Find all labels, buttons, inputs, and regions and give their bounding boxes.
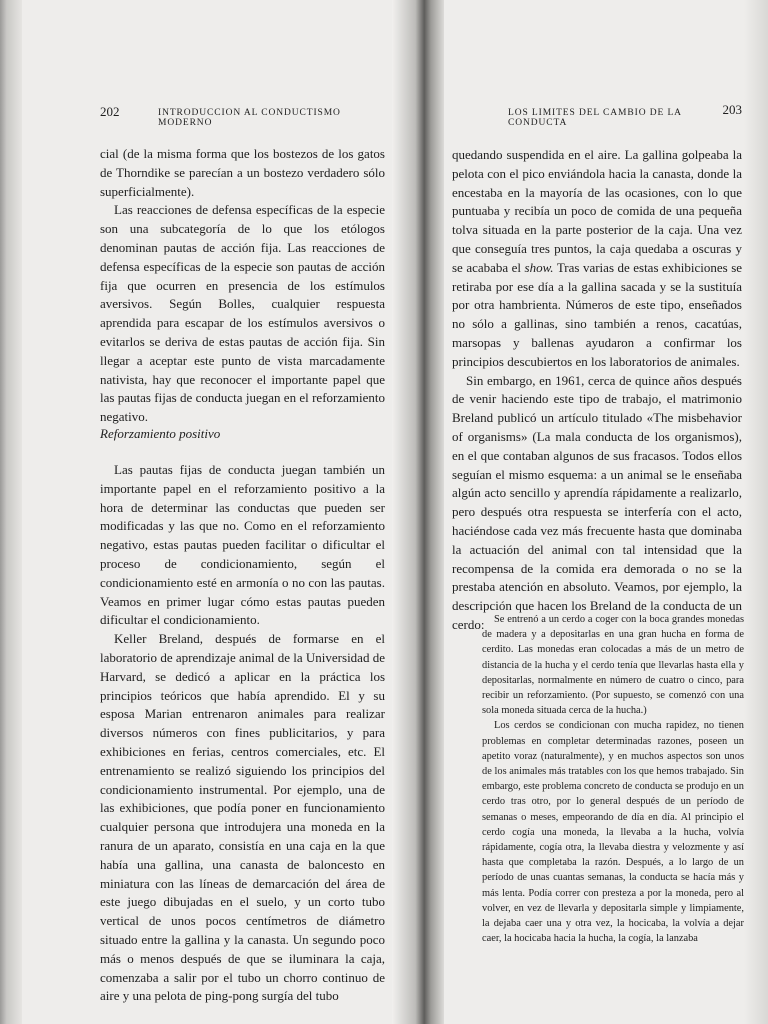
left-running-head <box>100 104 385 128</box>
left-paragraph-4: Keller Breland, después de formarse en el laboratorio de aprendizaje animal de la Universidad de Harvard, se dedicó a aplicar en la práctica los principios teóricos que había aprendido. El y su esposa Marian entrenaron animales para realizar diversos números con fines publicitarios, y para exhibiciones en ferias, centros comerciales, etc. El entrenamiento se realizó siguiendo los principios del condicionamiento instrumental. Por ejemplo, una de las exhibiciones, que podía poner en funcionamiento cualquier persona que introdujera una moneda en la ranura de un aparato, consistía en una caja en la que había una gallina, una canasta de baloncesto en miniatura con las líneas de demarcación del área de este juego dibujadas en el suelo, y un corto tubo vertical de unos pocos centímetros de diámetro situado entre la gallina y la canasta. Un segundo poco más o menos después de que se iluminara la caja, comenzaba a salir por el tubo un chorro continuo de aire y una pelota de ping-pong surgía del tubo <box>100 631 385 1004</box>
right-running-title: LOS LIMITES DEL CAMBIO DE LA CONDUCTA <box>508 108 682 128</box>
page-edge-right <box>744 0 768 1024</box>
right-paragraph-2: Sin embargo, en 1961, cerca de quince años después de venir haciendo este tipo de trabajo, el matrimonio Breland publicó un artículo titulado «The misbehavior of organisms» (La mala conducta de los organismos), en el que contaban algunos de sus fracasos. Todos ellos seguían el mismo esquema: a un animal se le enseñaba algún acto sencillo y aprendía rápidamente a realizarlo, pero después otra respuesta se interfería con el acto, haciéndose cada vez más frecuente hasta que dominaba la actuación del animal con tal intensidad que la recompensa de la comida era demorada o no se la prestaba atención en absoluto. Veamos, por ejemplo, la descripción que hacen los Breland de la conducta de un cerdo: <box>452 372 742 632</box>
left-page-number: 202 <box>100 104 120 119</box>
left-running-title: INTRODUCCION AL CONDUCTISMO MODERNO <box>158 108 341 128</box>
section-heading: Reforzamiento positivo <box>100 426 221 441</box>
left-text-block-1 <box>100 145 385 427</box>
left-paragraph-3: Las pautas fijas de conducta juegan también un importante papel en el reforzamiento positivo a la hora de determinar las conductas que pueden ser modificadas y las que no. Como en el reforzamiento negativo, estas pautas pueden facilitar o dificultar el proceso de condicionamiento, según el condicionamiento esté en armonía o no con las pautas. Veamos en primer lugar cómo estas pautas pueden dificultar el condicionamiento. <box>100 462 385 628</box>
quote-paragraph-1: Se entrenó a un cerdo a coger con la boca grandes monedas de madera y a depositarlas en una gran hucha en forma de cerdito. Las monedas eran colocadas a más de un metro de distancia de la hucha y el cerdo tenía que llevarlas hasta ella y depositarlas, normalmente en número de cuatro o cinco, para recibir un reforzamiento. (Por supuesto, se comenzó con una sola moneda situada cerca de la hucha.) <box>482 614 744 717</box>
left-text-block-2 <box>100 461 385 1006</box>
page-edge-shadow-left <box>0 0 22 1024</box>
block-quote <box>482 612 744 946</box>
right-text-block <box>452 146 742 635</box>
right-paragraph-1-start: quedando suspendida en el aire. La gallina golpeaba la pelota con el pico enviándola hacia la canasta, donde la encestaba en la mayoría de las ocasiones, con lo que puntuaba y recibía un poco de comida de una pequeña tolva situada en la parte posterior de la caja. Una vez que conseguía tres puntos, la caja quedaba a oscuras y se acababa el <box>452 147 742 275</box>
left-paragraph-2: Las reacciones de defensa específicas de la especie son una subcategoría de lo que los etólogos denominan pautas de acción fija. Las reacciones de defensa específicas de la especie son pautas de acción fija que ocurren en presencia de los estímulos aversivos. Según Bolles, cualquier respuesta aprendida para escapar de los estímulos aversivos o evitarlos se deriva de estas pautas de acción fija. Sin llegar a aceptar este punto de vista marcadamente nativista, hay que reconocer el importante papel que las pautas fijas de conducta juegan en el reforzamiento negativo. <box>100 202 385 425</box>
book-gutter <box>392 0 444 1024</box>
right-paragraph-1-end: Tras varias de estas exhibiciones se retiraba por ese día a la gallina sacada y se la sustituía por otra hambrienta. Números de este tipo, enseñados no sólo a gallinas, sino también a renos, cacatúas, marsopas y ballenas ayudaron a confirmar los principios descubiertos en los laboratorios de animales. <box>452 259 743 369</box>
right-page-number: 203 <box>722 102 742 117</box>
left-paragraph-1: cial (de la misma forma que los bostezos de los gatos de Thorndike se parecían a un bostezo verdadero sólo superficialmente). <box>100 146 385 199</box>
quote-paragraph-2: Los cerdos se condicionan con mucha rapidez, no tienen problemas en completar determinadas razones, poseen un apetito voraz (naturalmente), y en muchos aspectos son unos de los animales más tratables con los que hemos trabajado. Sin embargo, este problema concreto de conducta se produjo en un cerdo tras otro, por lo general después de un período de semanas o meses, empeorando de día en día. Al principio el cerdo cogía una moneda, la llevaba a la hucha, volvía rápidamente, cogía otra, la llevaba diestra y velozmente y así hasta que completaba la razón. Después, a lo largo de un período de unas cuantas semanas, la conducta se hacía más y más lenta. Podía correr con presteza a por la moneda, pero al volver, en vez de llevarla y depositarla simple y limpiamente, la dejaba caer una y otra vez, la hocicaba, la volvía a dejar caer, la hocicaba hacia la hucha, la cogía, la lanzaba <box>482 720 744 945</box>
right-paragraph-1 <box>452 146 742 372</box>
emphasis-show: show. <box>524 259 554 275</box>
right-running-head <box>452 102 742 128</box>
